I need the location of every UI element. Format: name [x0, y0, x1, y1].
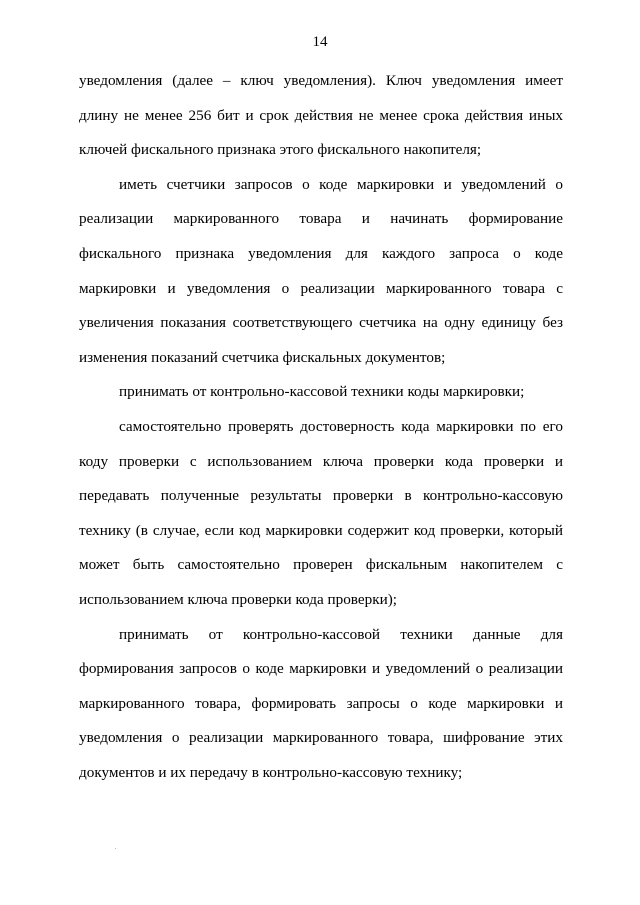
paragraph-counters: иметь счетчики запросов о коде маркировки и уведомлений о реализации маркированного товара и начинать формирование фискального признака уведомления для каждого запроса о коде маркировки и уведомления о реализации маркированного товара с увеличения показания соответствующего счетчика на одну единицу без изменения показаний счетчика фискальных документов;	[79, 175, 563, 366]
document-body	[79, 64, 563, 790]
paragraph-accept-codes: принимать от контрольно-кассовой техники коды маркировки;	[119, 383, 525, 401]
paragraph-verify-codes: самостоятельно проверять достоверность кода маркировки по его коду проверки с использованием ключа проверки кода проверки и передавать полученные результаты проверки в контрольно-кассовую технику (в случае, если код маркировки содержит код проверки, который может быть самостоятельно проверен фискальным накопителем с использованием ключа проверки кода проверки);	[79, 417, 563, 608]
paragraph-continuation: уведомления (далее – ключ уведомления). Ключ уведомления имеет длину не менее 256 бит и срок действия не менее срока действия иных ключей фискального признака этого фискального накопителя;	[79, 72, 563, 159]
paragraph-form-requests: принимать от контрольно-кассовой техники данные для формирования запросов о коде маркировки и уведомлений о реализации маркированного товара, формировать запросы о коде маркировки и уведомления о реализации маркированного товара, шифрование этих документов и их передачу в контрольно-кассовую технику;	[79, 625, 563, 781]
page-number: 14	[312, 34, 328, 50]
scan-artifact	[115, 848, 116, 849]
